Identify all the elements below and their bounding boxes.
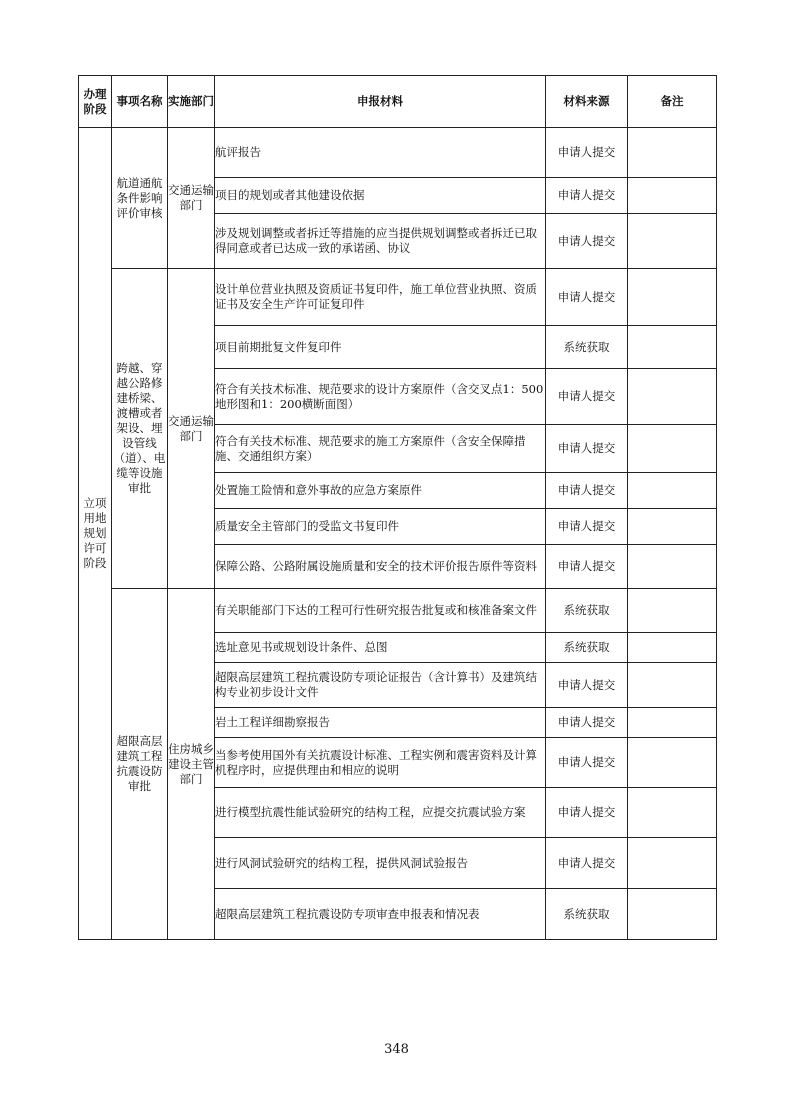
material-cell: 超限高层建筑工程抗震设防专项审查申报表和情况表 <box>215 889 546 940</box>
material-cell: 项目前期批复文件复印件 <box>215 326 546 369</box>
material-cell: 设计单位营业执照及资质证书复印件，施工单位营业执照、资质证书及安全生产许可证复印件 <box>215 269 546 326</box>
table-row <box>79 589 717 633</box>
material-cell: 进行模型抗震性能试验研究的结构工程，应提交抗震试验方案 <box>215 788 546 838</box>
dept-cell: 交通运输部门 <box>168 128 215 269</box>
material-cell: 航评报告 <box>215 128 546 178</box>
source-cell: 申请人提交 <box>546 545 628 589</box>
note-cell <box>628 178 717 214</box>
material-cell: 岩土工程详细勘察报告 <box>215 708 546 738</box>
dept-cell: 住房城乡建设主管部门 <box>168 589 215 940</box>
note-cell <box>628 269 717 326</box>
table-row <box>79 269 717 326</box>
header-row <box>79 76 717 128</box>
material-cell: 保障公路、公路附属设施质量和安全的技术评价报告原件等资料 <box>215 545 546 589</box>
note-cell <box>628 633 717 663</box>
source-cell: 申请人提交 <box>546 788 628 838</box>
page-number: 348 <box>384 1042 409 1057</box>
note-cell <box>628 589 717 633</box>
source-cell: 申请人提交 <box>546 128 628 178</box>
source-cell: 申请人提交 <box>546 214 628 269</box>
source-cell: 申请人提交 <box>546 663 628 708</box>
note-cell <box>628 838 717 889</box>
material-cell: 进行风洞试验研究的结构工程，提供风洞试验报告 <box>215 838 546 889</box>
material-cell: 符合有关技术标准、规范要求的设计方案原件（含交叉点1：500地形图和1：200横断面图） <box>215 369 546 425</box>
note-cell <box>628 369 717 425</box>
header-stage: 办理阶段 <box>79 76 112 128</box>
material-cell: 符合有关技术标准、规范要求的施工方案原件（含安全保障措施、交通组织方案） <box>215 425 546 473</box>
item-name: 航道通航条件影响评价审核 <box>112 128 168 269</box>
note-cell <box>628 788 717 838</box>
material-cell: 项目的规划或者其他建设依据 <box>215 178 546 214</box>
header-note: 备注 <box>628 76 717 128</box>
source-cell: 申请人提交 <box>546 738 628 788</box>
note-cell <box>628 326 717 369</box>
material-cell: 选址意见书或规划设计条件、总图 <box>215 633 546 663</box>
source-cell: 申请人提交 <box>546 708 628 738</box>
materials-table <box>78 75 717 940</box>
material-cell: 有关职能部门下达的工程可行性研究报告批复或和核准备案文件 <box>215 589 546 633</box>
source-cell: 申请人提交 <box>546 473 628 509</box>
source-cell: 系统获取 <box>546 589 628 633</box>
header-dept: 实施部门 <box>168 76 215 128</box>
item-name: 跨越、穿越公路修建桥梁、渡槽或者架设、埋设管线（道）、电缆等设施审批 <box>112 269 168 589</box>
stage-cell: 立项用地规划许可阶段 <box>79 128 112 940</box>
note-cell <box>628 473 717 509</box>
note-cell <box>628 214 717 269</box>
note-cell <box>628 509 717 545</box>
header-materials: 申报材料 <box>215 76 546 128</box>
material-cell: 当参考使用国外有关抗震设计标准、工程实例和震害资料及计算机程序时，应提供理由和相应的说明 <box>215 738 546 788</box>
note-cell <box>628 545 717 589</box>
source-cell: 系统获取 <box>546 889 628 940</box>
source-cell: 系统获取 <box>546 326 628 369</box>
table-row <box>79 128 717 178</box>
source-cell: 申请人提交 <box>546 369 628 425</box>
material-cell: 质量安全主管部门的受监文书复印件 <box>215 509 546 545</box>
dept-cell: 交通运输部门 <box>168 269 215 589</box>
note-cell <box>628 425 717 473</box>
source-cell: 申请人提交 <box>546 178 628 214</box>
header-name: 事项名称 <box>112 76 168 128</box>
item-name: 超限高层建筑工程抗震设防审批 <box>112 589 168 940</box>
source-cell: 申请人提交 <box>546 425 628 473</box>
source-cell: 申请人提交 <box>546 509 628 545</box>
source-cell: 申请人提交 <box>546 838 628 889</box>
note-cell <box>628 738 717 788</box>
material-cell: 超限高层建筑工程抗震设防专项论证报告（含计算书）及建筑结构专业初步设计文件 <box>215 663 546 708</box>
header-source: 材料来源 <box>546 76 628 128</box>
source-cell: 系统获取 <box>546 633 628 663</box>
material-cell: 涉及规划调整或者拆迁等措施的应当提供规划调整或者拆迁已取得同意或者已达成一致的承诺函、协议 <box>215 214 546 269</box>
note-cell <box>628 663 717 708</box>
source-cell: 申请人提交 <box>546 269 628 326</box>
note-cell <box>628 128 717 178</box>
note-cell <box>628 889 717 940</box>
note-cell <box>628 708 717 738</box>
material-cell: 处置施工险情和意外事故的应急方案原件 <box>215 473 546 509</box>
